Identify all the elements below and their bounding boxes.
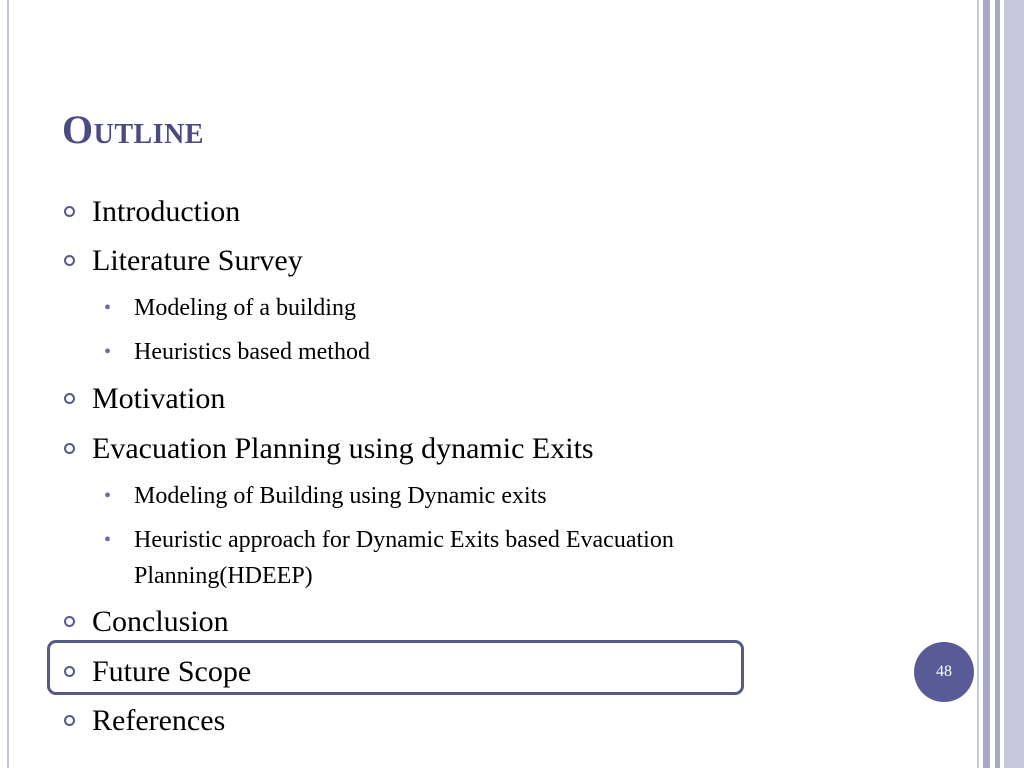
- hollow-circle-bullet-icon: [64, 715, 75, 726]
- right-decor-gap: [1001, 0, 1003, 768]
- outline-item-label: Introduction: [92, 195, 241, 228]
- right-decor-stripe: [977, 0, 979, 768]
- outline-item-label: Motivation: [92, 382, 226, 415]
- outline-item-label: Conclusion: [92, 605, 229, 638]
- page-number-badge: 48: [914, 642, 974, 702]
- outline-item-label: Literature Survey: [92, 244, 303, 277]
- outline-subitem-label: Heuristics based method: [134, 339, 370, 365]
- outline-subitem-label: Heuristic approach for Dynamic Exits based Evacuation Planning(HDEEP): [134, 527, 674, 589]
- right-decor-band: [1004, 0, 1024, 768]
- right-decor-stripe: [983, 0, 990, 768]
- outline-subitem-label: Modeling of Building using Dynamic exits: [134, 483, 547, 509]
- hollow-circle-bullet-icon: [64, 393, 75, 404]
- left-border-rule: [7, 0, 9, 768]
- slide-title: Outline: [62, 107, 204, 152]
- hollow-circle-bullet-icon: [64, 255, 75, 266]
- outline-item-label: References: [92, 704, 226, 737]
- right-decor-gap: [991, 0, 994, 768]
- hollow-circle-bullet-icon: [64, 616, 75, 627]
- filled-dot-bullet-icon: •: [104, 341, 112, 363]
- hollow-circle-bullet-icon: [64, 443, 75, 454]
- filled-dot-bullet-icon: •: [104, 529, 112, 551]
- hollow-circle-bullet-icon: [64, 206, 75, 217]
- hollow-circle-bullet-icon: [64, 666, 75, 677]
- filled-dot-bullet-icon: •: [104, 297, 112, 319]
- outline-item-label: Future Scope: [92, 655, 252, 688]
- outline-subitem-label: Modeling of a building: [134, 295, 356, 321]
- right-decor-stripe: [995, 0, 1000, 768]
- filled-dot-bullet-icon: •: [104, 485, 112, 507]
- outline-item-label: Evacuation Planning using dynamic Exits: [92, 432, 594, 465]
